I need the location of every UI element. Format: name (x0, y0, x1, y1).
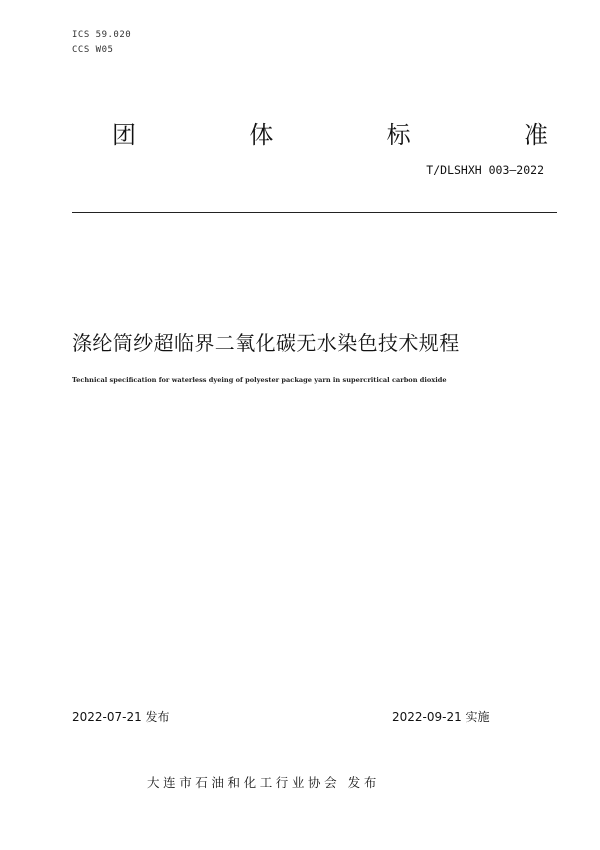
title-chinese: 涤纶筒纱超临界二氧化碳无水染色技术规程 (72, 331, 460, 355)
issue-date: 2022-07-21 发布 (72, 710, 170, 724)
ccs-code: CCS W05 (72, 45, 114, 55)
header-divider (72, 212, 557, 213)
standard-type-char: 标 (386, 121, 411, 149)
standard-type-char: 准 (523, 121, 548, 149)
standard-type-char: 体 (249, 121, 274, 149)
standard-number: T/DLSHXH 003—2022 (426, 163, 544, 177)
ics-code: ICS 59.020 (72, 30, 132, 40)
standard-type-char: 团 (112, 121, 136, 149)
implementation-date: 2022-09-21 实施 (392, 710, 490, 724)
standard-type-heading (112, 115, 548, 150)
publisher: 大连市石油和化工行业协会 发布 (147, 775, 380, 790)
title-english: Technical specification for waterless dyeing of polyester package yarn in supercritical carbon dioxide (72, 376, 447, 384)
